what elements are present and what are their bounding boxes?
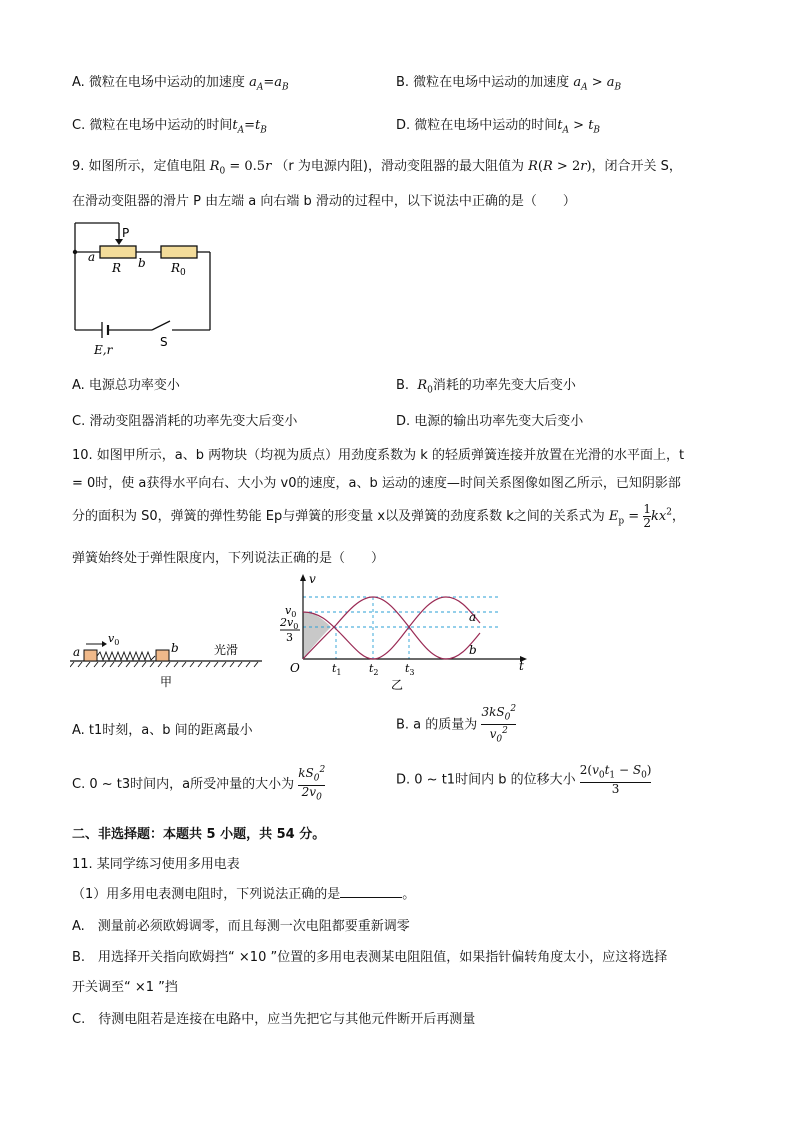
q8-option-c-expr: $t_A=t_B$: [232, 118, 267, 136]
label-yi-3: 3: [286, 631, 293, 644]
q9-stem-part2: （r 为电源内阻)，滑动变阻器的最大阻值为: [275, 159, 524, 174]
q11-stem: 11. 某同学练习使用多用电表: [72, 857, 240, 872]
q9-circuit-figure: [64, 215, 224, 360]
q10-ep-formula: $E_p$ = $\frac{1}{2}$ $kx^2$: [608, 502, 672, 530]
q10-option-b-text: B. a 的质量为: [396, 717, 478, 733]
q9-option-d: D. 电源的输出功率先变大后变小: [396, 414, 584, 429]
label-jia-v0: $v_0$: [108, 632, 120, 647]
q11-sub1: （1）用多用电表测电阻时，下列说法正确的是 。: [72, 887, 416, 902]
q8-option-a-text: A. 微粒在电场中运动的加速度: [72, 75, 245, 90]
q8-option-c: [72, 114, 267, 136]
label-yi-2v0: $2v_0$: [280, 616, 299, 631]
q10-option-a: A. t1时刻，a、b 间的距离最小: [72, 723, 253, 738]
q11-option-b-line1: B. 用选择开关指向欧姆挡“ ×10 ”位置的多用电表测某电阻阻值，如果指针偏转角度太小，应这将选择: [72, 950, 668, 965]
velocity-arrow: [102, 641, 107, 647]
q9-stem-part1: 9. 如图所示，定值电阻: [72, 159, 206, 174]
q10-figure-yi: [276, 573, 532, 693]
label-b: b: [138, 256, 146, 270]
q10-option-c: [72, 764, 325, 805]
q11-option-a: A. 测量前必须欧姆调零，而且每测一次电阻都要重新调零: [72, 919, 410, 934]
label-r: R: [112, 261, 122, 275]
label-r0: $R_0$: [171, 261, 186, 278]
q8-option-b-expr: $a_A > a_B$: [573, 75, 622, 93]
q8-option-c-text: C. 微粒在电场中运动的时间: [72, 118, 233, 133]
q9-option-b-text: 消耗的功率先变大后变小: [432, 378, 576, 393]
q9-stem-line2: 在滑动变阻器的滑片 P 由左端 a 向右端 b 滑动的过程中，以下说法中正确的是（ ）: [72, 194, 576, 209]
shaded-area-s0: [303, 612, 331, 659]
q8-option-b: [396, 71, 621, 93]
q8-option-a: [72, 71, 289, 93]
q10-option-b-frac: $\frac{3kS_0^2}{v_0^2}$: [481, 704, 517, 745]
q9-option-c: C. 滑动变阻器消耗的功率先变大后变小: [72, 414, 298, 429]
q9-option-a: A. 电源总功率变小: [72, 378, 180, 393]
q10-option-c-frac: $\frac{kS_0^2}{2v_0}$: [298, 765, 326, 803]
q8-option-d-text: D. 微粒在电场中运动的时间: [396, 118, 558, 133]
label-jia-b: b: [171, 641, 179, 655]
q8-option-d-expr: $t_A > t_B$: [557, 118, 601, 136]
resistor-r0: [161, 246, 197, 258]
label-yi-t3: $t_3$: [405, 662, 415, 677]
rheostat-r: [100, 246, 136, 258]
q8-option-b-text: B. 微粒在电场中运动的加速度: [396, 75, 570, 90]
answer-blank[interactable]: [340, 885, 402, 898]
q10-stem-line1: 10. 如图甲所示，a、b 两物块（均视为质点）用劲度系数为 k 的轻质弹簧连接并放置在光滑的水平面上，t: [72, 448, 685, 463]
label-yi-t1: $t_1$: [332, 662, 342, 677]
label-smooth: 光滑: [214, 643, 239, 657]
label-yi-v0: $v_0$: [285, 604, 297, 619]
label-yi-b: b: [469, 643, 477, 657]
q10-figure-jia: [70, 628, 270, 690]
label-p: P: [122, 226, 130, 240]
label-a: a: [88, 250, 96, 264]
q8-option-a-expr: $a_A=a_B$: [249, 75, 289, 93]
caption-yi: 乙: [391, 678, 404, 692]
q10-stem-line3: 分的面积为 S0，弹簧的弹性势能 Ep与弹簧的形变量 x以及弹簧的劲度系数 k之间的关系式为 $E_p$ = $\frac{1}{2}$ $kx^2$，: [72, 502, 685, 530]
q11-option-c: C. 待测电阻若是连接在电路中，应当先把它与其他元件断开后再测量: [72, 1012, 476, 1027]
junction-dot: [73, 250, 77, 254]
q8-option-d: [396, 114, 600, 136]
caption-jia: 甲: [160, 675, 173, 689]
label-e-r: E,r: [94, 343, 113, 357]
q10-stem-line2: = 0时，使 a获得水平向右、大小为 v0的速度，a、b 运动的速度—时间关系图像如图乙所示，已知阴影部: [72, 476, 681, 491]
block-a: [84, 650, 97, 661]
q10-option-c-text: C. 0 ~ t3时间内，a所受冲量的大小为: [72, 776, 295, 792]
q10-option-b: [396, 703, 516, 747]
label-jia-a: a: [73, 645, 81, 659]
label-yi-origin: O: [290, 661, 300, 675]
spring: [97, 652, 155, 660]
section-2-title: 二、非选择题：本题共 5 小题，共 54 分。: [72, 827, 326, 842]
q10-stem-line4: 弹簧始终处于弹性限度内，下列说法正确的是（ ）: [72, 551, 385, 566]
label-yi-v: v: [309, 573, 316, 586]
q9-r0-expr: $R_0 = 0.5r$: [209, 159, 272, 177]
q10-option-d: [396, 764, 651, 796]
q9-option-b: B. $R_0$消耗的功率先变大后变小: [396, 378, 576, 396]
label-s: S: [160, 335, 168, 349]
label-yi-t2: $t_2$: [369, 662, 379, 677]
q11-option-b-line2: 开关调至“ ×1 ”挡: [72, 980, 178, 995]
q10-option-d-text: D. 0 ~ t1时间内 b 的位移大小: [396, 772, 576, 788]
label-yi-a: a: [469, 610, 477, 624]
q9-stem-part3: ，闭合开关 S，: [591, 159, 682, 174]
q9-stem-line1: [72, 155, 682, 177]
q9-r-expr: R(R > 2r): [528, 159, 592, 174]
q11-sub1-text: （1）用多用电表测电阻时，下列说法正确的是: [72, 887, 341, 902]
q10-stem-line3-text: 分的面积为 S0，弹簧的弹性势能 Ep与弹簧的形变量 x以及弹簧的劲度系数 k之间的关系式为: [72, 509, 605, 524]
q10-option-d-frac: $\frac{2(v_0t_1 - S_0)}{3}$: [579, 763, 652, 797]
label-yi-t: t: [519, 659, 524, 673]
block-b: [156, 650, 169, 661]
